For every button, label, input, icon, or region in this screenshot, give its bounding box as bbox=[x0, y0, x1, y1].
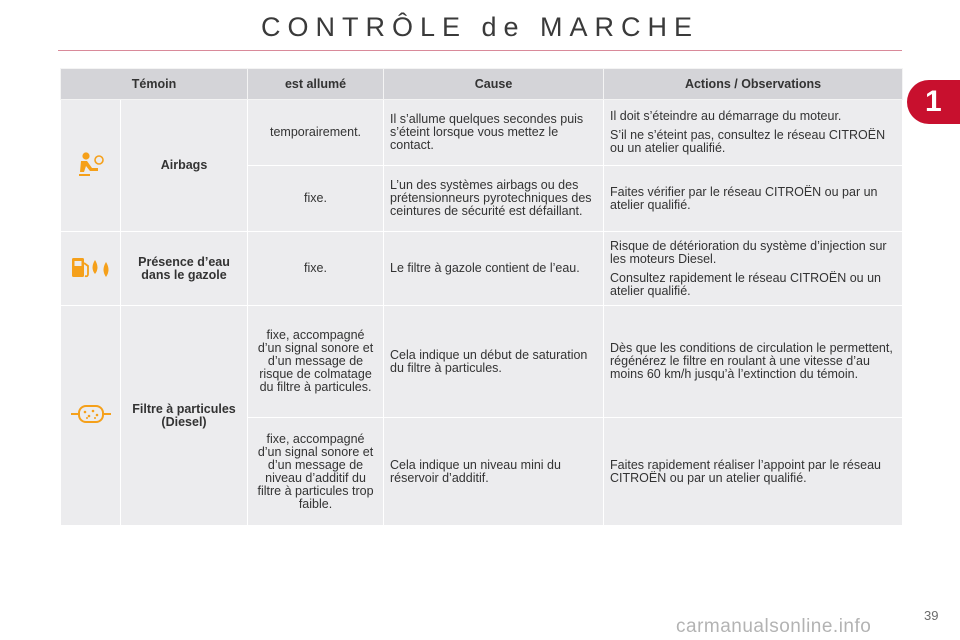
page-number: 39 bbox=[924, 608, 939, 623]
icon-cell bbox=[61, 306, 121, 526]
icon-cell bbox=[61, 232, 121, 306]
cause-cell: Il s’allume quelques secondes puis s’éteint lorsque vous mettez le contact. bbox=[384, 100, 604, 166]
action-text: S’il ne s’éteint pas, consultez le réseau CITROËN ou un atelier qualifié. bbox=[610, 128, 886, 155]
header-est-allume: est allumé bbox=[248, 69, 384, 100]
cause-cell: Cela indique un début de saturation du filtre à particules. bbox=[384, 306, 604, 418]
action-text: Consultez rapidement le réseau CITROËN ou un atelier qualifié. bbox=[610, 270, 881, 298]
lit-cell: fixe, accompagné d’un signal sonore et d’un message de niveau d’additif du filtre à particules trop faible. bbox=[248, 418, 384, 526]
action-text: Risque de détérioration du système d’injection sur les moteurs Diesel. bbox=[610, 238, 887, 266]
actions-cell bbox=[604, 232, 903, 306]
lit-cell: fixe. bbox=[248, 232, 384, 306]
water-in-diesel-icon bbox=[69, 254, 113, 283]
actions-cell bbox=[604, 100, 903, 166]
title-divider bbox=[58, 50, 902, 51]
actions-cell bbox=[604, 166, 903, 232]
table-header-row bbox=[61, 69, 903, 100]
table-row bbox=[61, 232, 903, 306]
actions-cell bbox=[604, 306, 903, 418]
row-name-airbags: Airbags bbox=[121, 100, 248, 232]
watermark-text: carmanualsonline.info bbox=[676, 616, 872, 637]
chapter-number: 1 bbox=[925, 85, 942, 118]
table-row bbox=[61, 100, 903, 166]
row-name-water-in-diesel: Présence d’eau dans le gazole bbox=[121, 232, 248, 306]
table-row bbox=[61, 306, 903, 418]
cause-cell: Cela indique un niveau mini du réservoir d’additif. bbox=[384, 418, 604, 526]
action-text: Faites vérifier par le réseau CITROËN ou par un atelier qualifié. bbox=[610, 184, 878, 212]
chapter-tab bbox=[907, 80, 960, 124]
lit-cell: temporairement. bbox=[248, 100, 384, 166]
action-text: Dès que les conditions de circulation le permettent, régénérez le filtre en roulant à une vitesse d’au moins 60 km/h jusqu’à l’extinction du témoin. bbox=[610, 341, 893, 381]
cause-cell: L’un des systèmes airbags ou des prétensionneurs pyrotechniques des ceintures de sécurité est défaillant. bbox=[384, 166, 604, 232]
actions-cell bbox=[604, 418, 903, 526]
header-cause: Cause bbox=[384, 69, 604, 100]
lit-cell: fixe. bbox=[248, 166, 384, 232]
action-text: Il doit s’éteindre au démarrage du moteur. bbox=[610, 109, 842, 123]
page-title: CONTRÔLE de MARCHE bbox=[260, 12, 700, 42]
cause-cell: Le filtre à gazole contient de l’eau. bbox=[384, 232, 604, 306]
lit-cell: fixe, accompagné d’un signal sonore et d’un message de risque de colmatage du filtre à particules. bbox=[248, 306, 384, 418]
icon-cell bbox=[61, 100, 121, 232]
warning-lights-table bbox=[60, 68, 903, 526]
action-text: Faites rapidement réaliser l’appoint par le réseau CITROËN ou par un atelier qualifié. bbox=[610, 457, 881, 485]
particle-filter-icon bbox=[69, 402, 113, 429]
header-temoin: Témoin bbox=[61, 69, 248, 100]
header-actions: Actions / Observations bbox=[604, 69, 903, 100]
row-name-particle-filter: Filtre à particules (Diesel) bbox=[121, 306, 248, 526]
airbag-warning-icon bbox=[76, 151, 106, 180]
